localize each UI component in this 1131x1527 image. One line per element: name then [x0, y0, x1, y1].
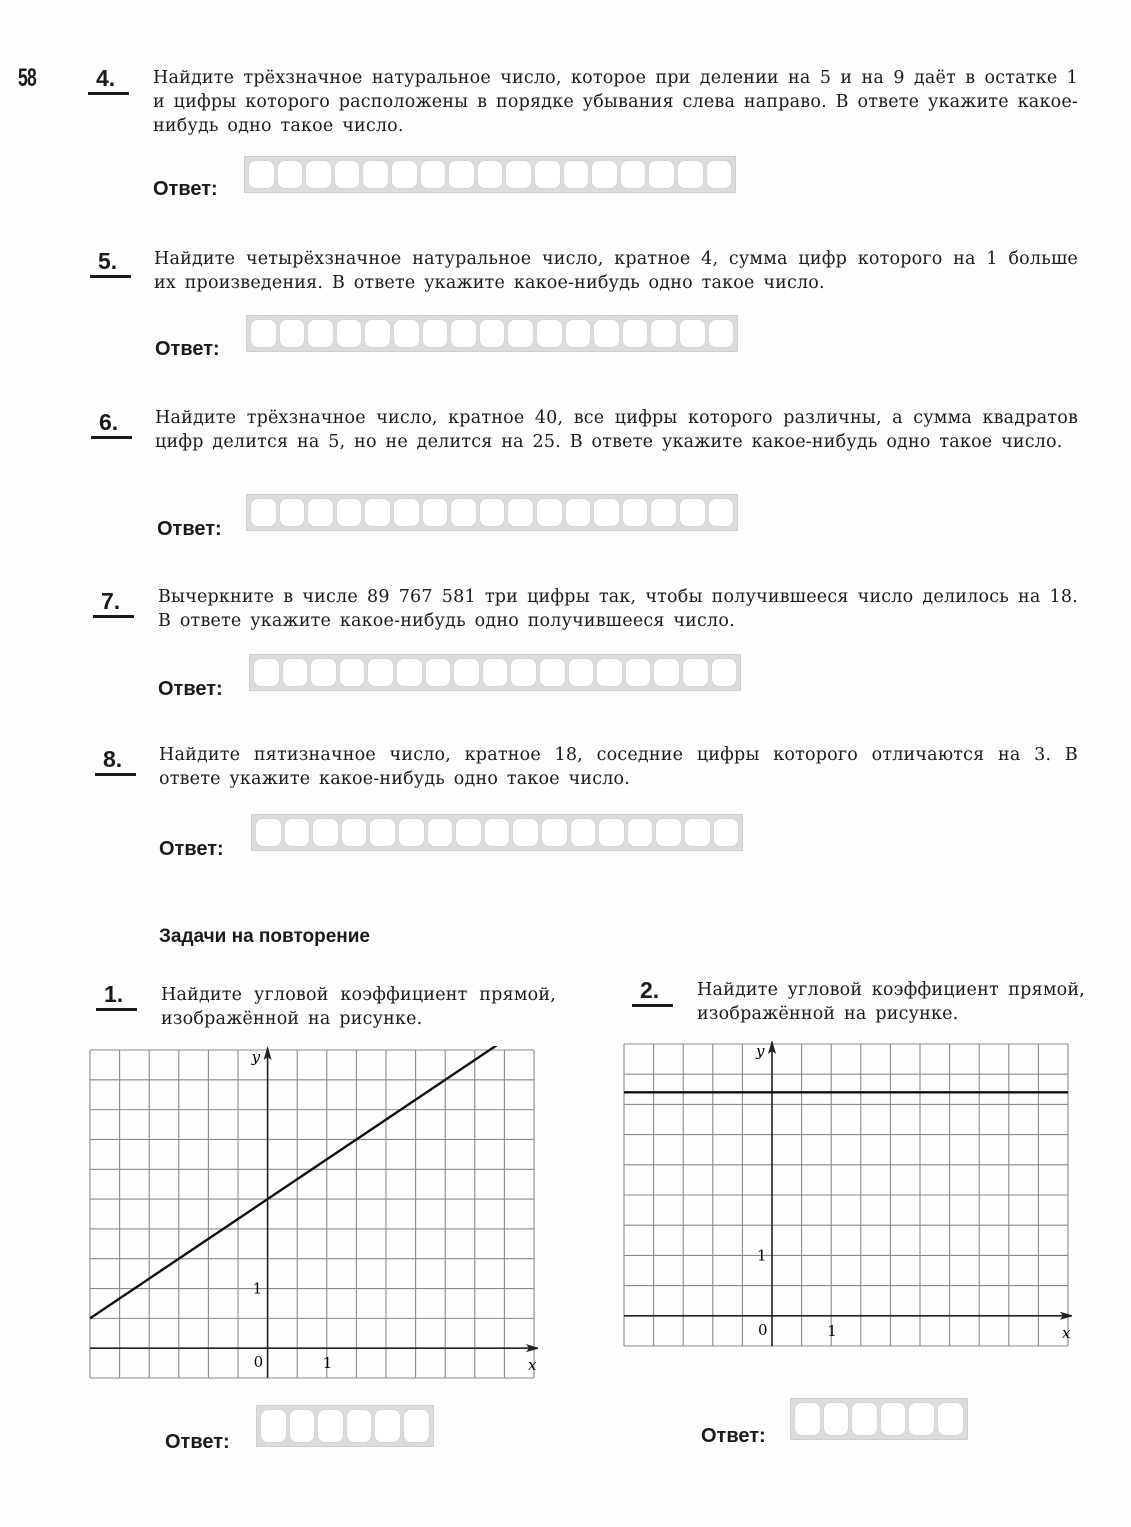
answer-cell[interactable]: [536, 319, 563, 348]
task-number: 6.: [91, 410, 132, 439]
answer-label: Ответ:: [165, 1431, 230, 1453]
answer-cell[interactable]: [362, 160, 389, 189]
answer-cell[interactable]: [679, 498, 706, 527]
origin-label: 0: [253, 1353, 264, 1372]
graph-1: [86, 1046, 538, 1382]
answer-label: Ответ:: [158, 678, 223, 700]
answer-cell[interactable]: [277, 160, 304, 189]
answer-cell[interactable]: [568, 658, 595, 687]
answer-cell[interactable]: [369, 818, 396, 847]
task-text: Найдите пятизначное число, кратное 18, соседние цифры которого отличаются на 3. В ответе укажите какое-нибудь одно такое число.: [159, 745, 1078, 789]
answer-cell[interactable]: [677, 160, 704, 189]
answer-cell[interactable]: [598, 818, 625, 847]
answer-cell[interactable]: [364, 319, 391, 348]
answer-cell[interactable]: [627, 818, 654, 847]
answer-cell[interactable]: [622, 498, 649, 527]
answer-cell[interactable]: [794, 1402, 821, 1436]
answer-cell[interactable]: [591, 160, 618, 189]
answer-cell[interactable]: [563, 160, 590, 189]
answer-cell[interactable]: [374, 1409, 401, 1443]
answer-cell[interactable]: [336, 498, 363, 527]
answer-cell[interactable]: [334, 160, 361, 189]
answer-cell[interactable]: [479, 319, 506, 348]
answer-cell[interactable]: [711, 658, 738, 687]
answer-input[interactable]: [244, 156, 736, 193]
answer-cell[interactable]: [393, 498, 420, 527]
answer-cell[interactable]: [684, 818, 711, 847]
answer-cell[interactable]: [507, 498, 534, 527]
y-axis-label: y: [756, 1042, 765, 1060]
answer-cell[interactable]: [248, 160, 275, 189]
answer-cell[interactable]: [341, 818, 368, 847]
answer-cell[interactable]: [908, 1402, 935, 1436]
answer-cell[interactable]: [706, 160, 733, 189]
answer-label: Ответ:: [153, 178, 218, 200]
answer-cell[interactable]: [648, 160, 675, 189]
answer-cell[interactable]: [679, 319, 706, 348]
answer-input[interactable]: [246, 494, 738, 531]
answer-cell[interactable]: [650, 319, 677, 348]
answer-cell[interactable]: [398, 818, 425, 847]
answer-cell[interactable]: [655, 818, 682, 847]
answer-cell[interactable]: [534, 160, 561, 189]
answer-cell[interactable]: [346, 1409, 373, 1443]
task-number: 1.: [96, 982, 137, 1011]
answer-cell[interactable]: [427, 818, 454, 847]
answer-cell[interactable]: [450, 319, 477, 348]
answer-cell[interactable]: [312, 818, 339, 847]
answer-cell[interactable]: [823, 1402, 850, 1436]
answer-cell[interactable]: [536, 498, 563, 527]
origin-label: 0: [758, 1320, 768, 1339]
task-number: 5.: [90, 249, 131, 278]
x-tick-label: 1: [322, 1354, 333, 1373]
answer-cell[interactable]: [510, 658, 537, 687]
answer-cell[interactable]: [505, 160, 532, 189]
answer-cell[interactable]: [391, 160, 418, 189]
x-axis-label: x: [1062, 1323, 1071, 1342]
answer-cell[interactable]: [708, 498, 735, 527]
y-tick-label: 1: [252, 1279, 263, 1298]
answer-input[interactable]: [249, 654, 741, 691]
answer-cell[interactable]: [279, 498, 306, 527]
answer-cell[interactable]: [539, 658, 566, 687]
answer-cell[interactable]: [596, 658, 623, 687]
task-text: Найдите трёхзначное натуральное число, которое при делении на 5 и на 9 даёт в остатке 1 и цифры которого расположены в порядке убывания слева направо. В ответе укажите какое-нибудь одно такое число.: [153, 68, 1078, 136]
answer-cell[interactable]: [851, 1402, 878, 1436]
answer-cell[interactable]: [713, 818, 740, 847]
answer-cell[interactable]: [477, 160, 504, 189]
answer-cell[interactable]: [420, 160, 447, 189]
task-text: Найдите угловой коэффициент прямой, изображённой на рисунке.: [161, 985, 556, 1029]
answer-cell[interactable]: [620, 160, 647, 189]
answer-cell[interactable]: [650, 498, 677, 527]
answer-cell[interactable]: [307, 498, 334, 527]
answer-cell[interactable]: [622, 319, 649, 348]
answer-cell[interactable]: [250, 498, 277, 527]
answer-cell[interactable]: [289, 1409, 316, 1443]
answer-cell[interactable]: [279, 319, 306, 348]
y-axis-label: y: [251, 1048, 261, 1066]
answer-cell[interactable]: [484, 818, 511, 847]
graph-2: [620, 1040, 1072, 1350]
answer-label: Ответ:: [155, 338, 220, 360]
answer-cell[interactable]: [393, 319, 420, 348]
answer-cell[interactable]: [305, 160, 332, 189]
answer-cell[interactable]: [482, 658, 509, 687]
answer-cell[interactable]: [367, 658, 394, 687]
plotted-line: [90, 1046, 534, 1318]
answer-cell[interactable]: [880, 1402, 907, 1436]
answer-label: Ответ:: [701, 1425, 766, 1447]
answer-cell[interactable]: [422, 498, 449, 527]
answer-cell[interactable]: [250, 319, 277, 348]
answer-cell[interactable]: [541, 818, 568, 847]
task-text: Вычеркните в числе 89 767 581 три цифры так, чтобы получившееся число делилось на 18. В ответе укажите какое-нибудь одно получившееся число.: [158, 587, 1078, 631]
answer-cell[interactable]: [570, 818, 597, 847]
answer-cell[interactable]: [260, 1409, 287, 1443]
task-text: Найдите трёхзначное число, кратное 40, все цифры которого различны, а сумма квадратов цифр делится на 5, но не делится на 25. В ответе укажите какое-нибудь одно такое число.: [155, 408, 1078, 452]
section-title: Задачи на повторение: [159, 926, 371, 947]
task-number: 8.: [95, 747, 136, 776]
answer-cell[interactable]: [307, 319, 334, 348]
task-number: 2.: [632, 978, 673, 1007]
answer-label: Ответ:: [159, 838, 224, 860]
answer-cell[interactable]: [425, 658, 452, 687]
answer-cell[interactable]: [937, 1402, 964, 1436]
answer-cell[interactable]: [593, 498, 620, 527]
y-tick-label: 1: [757, 1246, 767, 1265]
answer-cell[interactable]: [422, 319, 449, 348]
answer-cell[interactable]: [403, 1409, 430, 1443]
answer-cell[interactable]: [708, 319, 735, 348]
answer-cell[interactable]: [625, 658, 652, 687]
answer-cell[interactable]: [310, 658, 337, 687]
answer-cell[interactable]: [565, 498, 592, 527]
answer-cell[interactable]: [448, 160, 475, 189]
answer-cell[interactable]: [565, 319, 592, 348]
answer-cell[interactable]: [284, 818, 311, 847]
answer-cell[interactable]: [455, 818, 482, 847]
task-number: 4.: [88, 66, 129, 95]
answer-cell[interactable]: [336, 319, 363, 348]
answer-cell[interactable]: [253, 658, 280, 687]
task-text: Найдите угловой коэффициент прямой, изображённой на рисунке.: [697, 980, 1085, 1024]
answer-input[interactable]: [256, 1405, 434, 1447]
task-text: Найдите четырёхзначное натуральное число, кратное 4, сумма цифр которого на 1 больше их произведения. В ответе укажите какое-нибудь одно такое число.: [154, 249, 1078, 293]
task-number: 7.: [93, 589, 134, 618]
page-number: 58: [18, 64, 37, 92]
answer-cell[interactable]: [593, 319, 620, 348]
answer-cell[interactable]: [317, 1409, 344, 1443]
answer-cell[interactable]: [479, 498, 506, 527]
answer-cell[interactable]: [682, 658, 709, 687]
answer-cell[interactable]: [507, 319, 534, 348]
x-tick-label: 1: [827, 1321, 837, 1340]
answer-cell[interactable]: [255, 818, 282, 847]
answer-input[interactable]: [251, 814, 743, 851]
x-axis-label: x: [528, 1356, 537, 1375]
answer-cell[interactable]: [512, 818, 539, 847]
answer-cell[interactable]: [450, 498, 477, 527]
answer-cell[interactable]: [339, 658, 366, 687]
answer-cell[interactable]: [653, 658, 680, 687]
answer-cell[interactable]: [364, 498, 391, 527]
answer-cell[interactable]: [396, 658, 423, 687]
answer-label: Ответ:: [157, 518, 222, 540]
answer-input[interactable]: [246, 315, 738, 352]
answer-cell[interactable]: [453, 658, 480, 687]
answer-cell[interactable]: [282, 658, 309, 687]
answer-input[interactable]: [790, 1398, 968, 1440]
